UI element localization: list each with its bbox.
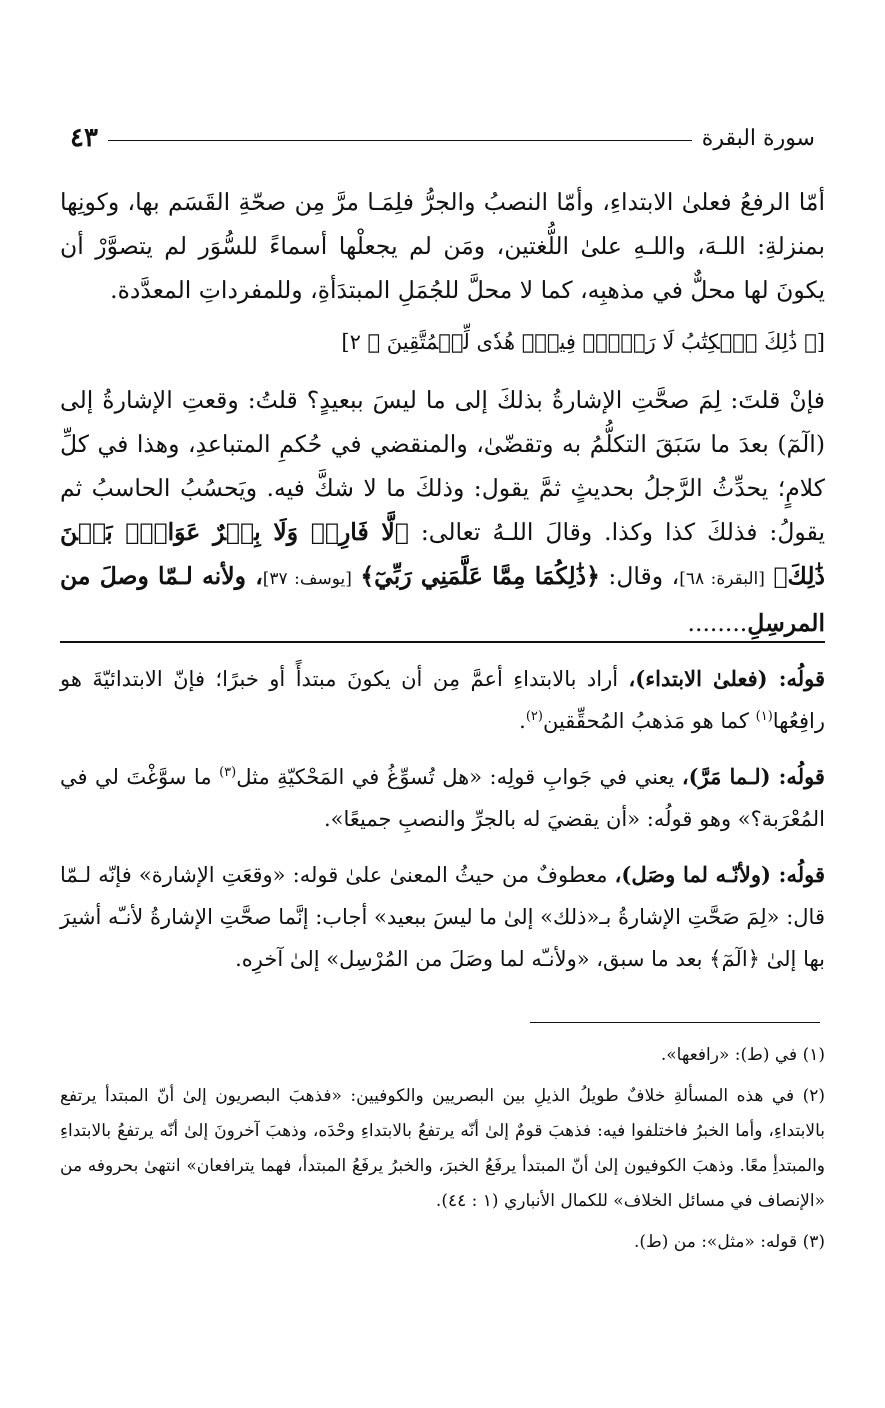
quran-quote-yusuf: ﴿ذَٰلِكُمَا مِمَّا عَلَّمَنِي رَبِّيٓ﴾ <box>360 562 600 590</box>
footnote-marker-2: (٢) <box>525 709 543 724</box>
main-paragraph-2-tail: ، ولأنه لـمّا وصلَ من المرسِلِ <box>60 562 825 637</box>
footnotes <box>60 1038 825 1266</box>
commentary-text-1-end: . <box>519 709 526 733</box>
quran-reference-yusuf: [يوسف: ٣٧] <box>262 569 352 589</box>
main-paragraph-2-text: فإنْ قلتَ: لِمَ صحَّتِ الإشارةُ بذلكَ إلى ما ليسَ ببعيدٍ؟ قلتُ: وقعتِ الإشارةُ إلى (الٓمٓ) بعدَ ما سَبَقَ التكلُّمُ به وتقضّىٰ، والمنقضي في حُكمِ المتباعدِ، وهذا في كلِّ كلامٍ؛ يحدِّثُ الرَّجلُ بحديثٍ ثمَّ يقول: وذلكَ ما لا شكَّ فيه. ويَحسُبُ الحاسبُ ثم يقولُ: فذلكَ كذا وكذا. وقالَ اللـهُ تعالى: <box>60 386 826 546</box>
page-number: ٤٣ <box>70 123 98 153</box>
commentary-note-1 <box>60 658 825 742</box>
commentary-note-2 <box>60 756 825 840</box>
footnote-1: (١) في (ط): «رافعها». <box>660 1045 825 1065</box>
commentary-note-3 <box>60 854 825 980</box>
commentary-lemma-3: قولُه: (ولأنّـه لما وصَل)، <box>614 862 825 887</box>
footnote-marker-1: (١) <box>755 709 773 724</box>
commentary-text-2: يعني في جَوابِ قولِه: «هل تُسوِّغُ في المَحْكيّةِ مثل <box>236 765 675 789</box>
quran-reference-baqarah: [البقرة: ٦٨] <box>679 569 765 589</box>
commentary-lemma-2: قولُه: (لـما مَرَّ)، <box>681 764 825 789</box>
commentary-text-1b: كما هو مَذهبُ المُحقِّقين <box>542 709 749 733</box>
surah-title: سورة البقرة <box>701 125 815 151</box>
continuation-dots: ........ <box>687 609 748 637</box>
page-header <box>70 118 815 158</box>
commentary-quran-3: ﴿الٓمٓ﴾ <box>709 947 760 971</box>
main-paragraph-2 <box>60 378 825 645</box>
quran-quote-baqarah: ﴿لَّا فَارِضٞ وَلَا بِكۡرٌ عَوَانُۢ بَيۡنَ ذَٰلِكَ﴾ <box>60 518 825 590</box>
verse-reference: [﴿ ذَٰلِكَ ٱلۡكِتَٰبُ لَا رَيۡبَۛ فِيهِۛ هُدٗى لِّلۡمُتَّقِينَ ﴾ ٢] <box>341 330 825 354</box>
main-paragraph-1: أمّا الرفعُ فعلىٰ الابتداءِ، وأمّا النصبُ والجرُّ فلِمَـا مرَّ مِن صحّةِ القَسَم بها، وكونِها بمنزلةِ: اللـهَ، واللـهِ علىٰ اللُّغتين، ومَن لم يجعلْها أسماءً للسُّوَر لم يتصوَّرْ أن يكونَ لها محلٌّ في مذهبِه، كما لا محلَّ للجُمَلِ المبتدَأةِ، وللمفرداتِ المعدَّدة. <box>60 188 825 304</box>
commentary <box>60 658 825 994</box>
commentary-text-2b: ما سوَّغْتَ لي في المُعْرَبة؟» وهو قولُه: «أن يقضيَ له بالجرِّ والنصبِ جميعًا». <box>60 765 825 831</box>
header-rule <box>108 140 692 141</box>
text-separator <box>60 641 825 643</box>
footnote-2: (٢) في هذه المسألةِ خلافٌ طويلُ الذيلِ بين البصريين والكوفيين: «فذهبَ البصريون إلىٰ أنّ المبتدأ يرتفع بالابتداءِ، وأما الخبرُ فاختلفوا فيه: فذهبَ قومٌ إلىٰ أنّه يرتفعُ بالابتداءِ وحْدَه، وذهبَ آخرونَ إلىٰ أنّه يرتفعُ بالابتداءِ والمبتدأِ معًا. وذهبَ الكوفيون إلىٰ أنّ المبتدأ يرفَعُ الخبرَ، والخبرُ يرفَعُ المبتدأ، فهما يترافعان» انتهىٰ بحروفه من «الإنصاف في مسائل الخلاف» للكمال الأنباري (١ : ٤٤). <box>60 1086 825 1211</box>
commentary-lemma-1: قولُه: (فعلىٰ الابتداء)، <box>628 666 825 691</box>
commentary-text-3b: بعد ما سبق، «ولأنـّه لما وصَلَ من المُرْسِل» إلىٰ آخرِه. <box>235 947 703 971</box>
footnote-marker-3: (٣) <box>219 765 237 780</box>
footnote-separator <box>530 1022 820 1023</box>
commentary-text-3: معطوفٌ من حيثُ المعنىٰ علىٰ قوله: «وقعَتِ الإشارة» فإنّه لـمّا قال: «لِمَ صَحَّتِ الإشارةُ بـ«ذلك» إلىٰ ما ليسَ ببعيد» أجاب: إنَّما صحَّتِ الإشارةُ لأنـّه أشيرَ بها إلىٰ <box>60 863 825 971</box>
main-text <box>60 180 825 651</box>
commentary-text-1: أراد بالابتداءِ أعمَّ مِن أن يكونَ مبتدأً أو خبرًا؛ فإنّ الابتدائيّةَ هو رافِعُها <box>60 667 825 733</box>
main-paragraph-2-connector: ، وقال: <box>608 562 680 590</box>
footnote-3: (٣) قوله: «مثل»: من (ط). <box>633 1232 825 1252</box>
